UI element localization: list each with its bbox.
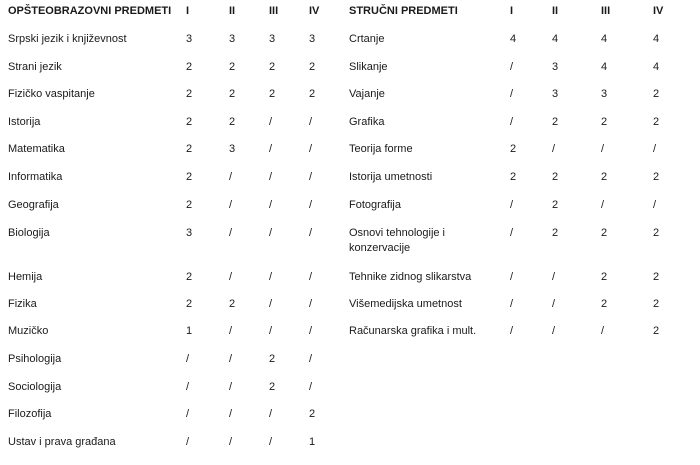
subject-name: Teorija forme [349, 143, 413, 155]
hours-cell: / [229, 271, 233, 283]
hours-cell: 2 [510, 171, 517, 183]
general-year-header: III [269, 5, 279, 17]
subject-name: Računarska grafika i mult. [349, 325, 477, 337]
hours-cell: / [269, 298, 273, 310]
hours-cell: 2 [269, 353, 276, 365]
subject-name: Informatika [8, 171, 63, 183]
general-table-title: OPŠTEOBRAZOVNI PREDMETI [8, 5, 172, 17]
subject-name: Muzičko [8, 325, 49, 337]
hours-cell: / [552, 271, 556, 283]
hours-cell: 2 [186, 271, 193, 283]
hours-cell: / [269, 325, 273, 337]
hours-cell: 3 [229, 143, 236, 155]
vocational-year-header: I [510, 5, 514, 17]
hours-cell: 2 [653, 116, 660, 128]
hours-cell: 2 [186, 298, 193, 310]
subject-name: Slikanje [349, 61, 388, 73]
hours-cell: 2 [186, 199, 193, 211]
hours-cell: 2 [269, 381, 276, 393]
hours-cell: / [229, 227, 233, 239]
hours-cell: 4 [653, 33, 660, 45]
hours-cell: 2 [186, 88, 193, 100]
hours-cell: 2 [601, 271, 608, 283]
hours-cell: / [269, 199, 273, 211]
hours-cell: 2 [601, 116, 608, 128]
hours-cell: / [186, 436, 190, 448]
hours-cell: 2 [601, 298, 608, 310]
hours-cell: / [269, 408, 273, 420]
hours-cell: / [309, 325, 313, 337]
hours-cell: / [653, 143, 657, 155]
hours-cell: 3 [186, 227, 193, 239]
hours-cell: 2 [653, 271, 660, 283]
general-year-header: II [229, 5, 236, 17]
vocational-year-header: IV [653, 5, 664, 17]
hours-cell: 2 [186, 143, 193, 155]
hours-cell: / [229, 353, 233, 365]
hours-cell: / [229, 171, 233, 183]
hours-cell: 2 [269, 61, 276, 73]
subject-name: Filozofija [8, 408, 52, 420]
hours-cell: 2 [601, 227, 608, 239]
hours-cell: 2 [269, 88, 276, 100]
hours-cell: / [229, 199, 233, 211]
hours-cell: 3 [269, 33, 276, 45]
hours-cell: 2 [229, 116, 236, 128]
hours-cell: / [309, 271, 313, 283]
hours-cell: / [653, 199, 657, 211]
hours-cell: 2 [510, 143, 517, 155]
hours-cell: / [269, 171, 273, 183]
hours-cell: / [269, 227, 273, 239]
hours-cell: 3 [552, 61, 559, 73]
subject-name: Grafika [349, 116, 385, 128]
hours-cell: / [309, 171, 313, 183]
hours-cell: / [269, 143, 273, 155]
hours-cell: / [510, 88, 514, 100]
hours-cell: 2 [309, 408, 316, 420]
hours-cell: 3 [309, 33, 316, 45]
hours-cell: / [309, 381, 313, 393]
subject-name: Matematika [8, 143, 65, 155]
hours-cell: / [229, 381, 233, 393]
subject-name: Srpski jezik i književnost [8, 33, 127, 45]
subject-name: Višemedijska umetnost [349, 298, 462, 310]
hours-cell: 2 [552, 171, 559, 183]
hours-cell: / [229, 436, 233, 448]
hours-cell: 2 [309, 61, 316, 73]
hours-cell: 2 [229, 298, 236, 310]
hours-cell: / [269, 116, 273, 128]
hours-cell: 2 [229, 88, 236, 100]
hours-cell: 2 [186, 116, 193, 128]
hours-cell: / [229, 408, 233, 420]
hours-cell: 3 [552, 88, 559, 100]
general-year-header: I [186, 5, 190, 17]
hours-cell: / [269, 436, 273, 448]
hours-cell: 2 [309, 88, 316, 100]
hours-cell: / [510, 227, 514, 239]
hours-cell: / [309, 199, 313, 211]
hours-cell: 2 [653, 227, 660, 239]
hours-cell: / [510, 116, 514, 128]
subject-name: Fizičko vaspitanje [8, 88, 95, 100]
hours-cell: 4 [653, 61, 660, 73]
hours-cell: / [510, 199, 514, 211]
hours-cell: 4 [601, 61, 608, 73]
hours-cell: 4 [552, 33, 559, 45]
hours-cell: / [510, 271, 514, 283]
hours-cell: / [309, 353, 313, 365]
hours-cell: / [309, 143, 313, 155]
vocational-year-header: II [552, 5, 559, 17]
hours-cell: 4 [510, 33, 517, 45]
hours-cell: / [269, 271, 273, 283]
subject-name: Sociologija [8, 381, 62, 393]
subject-name: Geografija [8, 199, 59, 211]
hours-cell: / [186, 408, 190, 420]
hours-cell: 2 [552, 116, 559, 128]
subject-name: Crtanje [349, 33, 385, 45]
hours-cell: / [309, 227, 313, 239]
hours-cell: 1 [186, 325, 193, 337]
hours-cell: / [309, 298, 313, 310]
hours-cell: 2 [229, 61, 236, 73]
vocational-table-title: STRUČNI PREDMETI [349, 5, 458, 17]
hours-cell: / [601, 143, 605, 155]
subject-name: Vajanje [349, 88, 385, 100]
hours-cell: 1 [309, 436, 316, 448]
subject-name: Tehnike zidnog slikarstva [349, 271, 472, 283]
subject-name: Fotografija [349, 199, 401, 211]
hours-cell: 2 [552, 199, 559, 211]
hours-cell: 2 [653, 88, 660, 100]
hours-cell: 2 [653, 171, 660, 183]
subject-name: Istorija umetnosti [349, 171, 433, 183]
hours-cell: 3 [601, 88, 608, 100]
hours-cell: / [552, 325, 556, 337]
hours-cell: / [552, 143, 556, 155]
hours-cell: / [510, 298, 514, 310]
subject-name: Fizika [8, 298, 37, 310]
hours-cell: / [601, 199, 605, 211]
hours-cell: 2 [552, 227, 559, 239]
hours-cell: 2 [186, 61, 193, 73]
subject-name: Biologija [8, 227, 50, 239]
subject-name: Istorija [8, 116, 41, 128]
subject-name: Strani jezik [8, 61, 62, 73]
hours-cell: / [510, 325, 514, 337]
hours-cell: / [186, 353, 190, 365]
subject-name: Ustav i prava građana [8, 436, 116, 448]
vocational-year-header: III [601, 5, 611, 17]
hours-cell: / [601, 325, 605, 337]
hours-cell: 4 [601, 33, 608, 45]
hours-cell: 2 [653, 298, 660, 310]
subject-name: Hemija [8, 271, 43, 283]
subject-name: Psihologija [8, 353, 62, 365]
hours-cell: 2 [653, 325, 660, 337]
hours-cell: / [186, 381, 190, 393]
hours-cell: / [552, 298, 556, 310]
hours-cell: 2 [601, 171, 608, 183]
general-year-header: IV [309, 5, 320, 17]
hours-cell: 3 [229, 33, 236, 45]
hours-cell: / [229, 325, 233, 337]
hours-cell: 2 [186, 171, 193, 183]
hours-cell: / [510, 61, 514, 73]
hours-cell: / [309, 116, 313, 128]
subject-name: Osnovi tehnologije i konzervacije [349, 227, 446, 254]
hours-cell: 3 [186, 33, 193, 45]
